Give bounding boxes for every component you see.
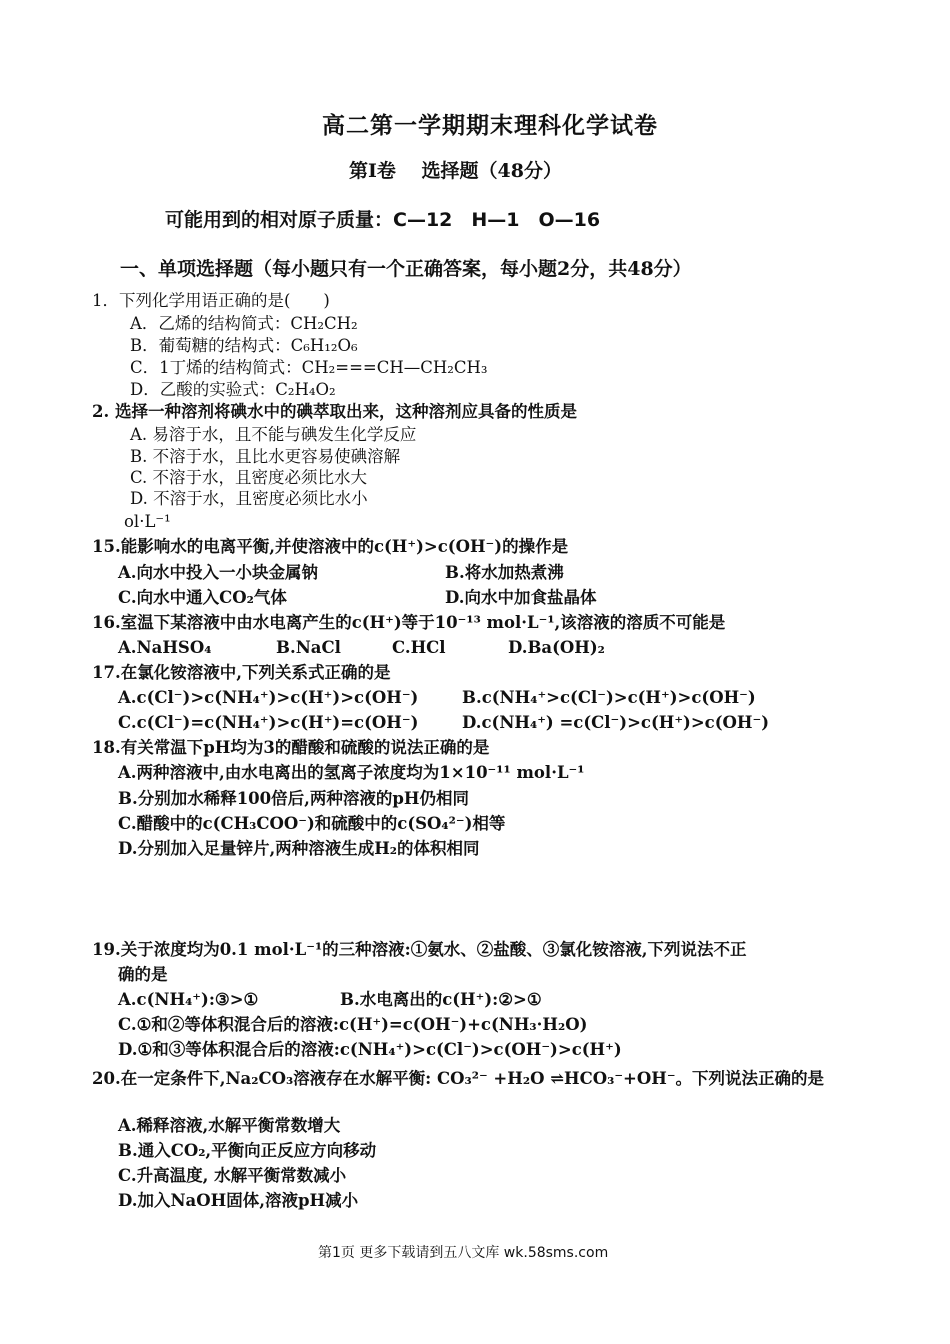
option: C．1丁烯的结构简式：CH₂===CH—CH₂CH₃	[130, 358, 488, 377]
option: B.NaCl	[276, 638, 341, 657]
option: A.c(Cl⁻)>c(NH₄⁺)>c(H⁺)>c(OH⁻)	[118, 688, 419, 707]
question-stem-continued: 确的是	[118, 965, 168, 984]
option: D. 不溶于水，且密度必须比水小	[130, 489, 368, 508]
option: A. 易溶于水，且不能与碘发生化学反应	[130, 425, 417, 444]
option: A.两种溶液中,由水电离出的氢离子浓度均为1×10⁻¹¹ mol·L⁻¹	[118, 763, 585, 782]
question-stem: 16.室温下某溶液中由水电离产生的c(H⁺)等于10⁻¹³ mol·L⁻¹,该溶液的溶质不可能是	[92, 613, 726, 632]
option: B.通入CO₂,平衡向正反应方向移动	[118, 1141, 377, 1160]
page-footer: 第1页 更多下载请到五八文库 wk.58sms.com	[318, 1245, 609, 1261]
option: D.向水中加食盐晶体	[445, 588, 597, 607]
option: A.向水中投入一小块金属钠	[118, 563, 319, 582]
option: C.HCl	[392, 638, 446, 657]
option: B. 不溶于水，且比水更容易使碘溶解	[130, 447, 401, 466]
option: B.水电离出的c(H⁺):②>①	[340, 990, 542, 1009]
option: D．乙酸的实验式：C₂H₄O₂	[130, 380, 336, 399]
atomic-masses: 可能用到的相对原子质量：C—12 H—1 O—16	[165, 209, 601, 231]
option: B.将水加热煮沸	[445, 563, 564, 582]
option: D.Ba(OH)₂	[508, 638, 605, 657]
option: D.加入NaOH固体,溶液pH减小	[118, 1191, 359, 1210]
question-stem: 1．下列化学用语正确的是( )	[92, 291, 330, 310]
option: C. 不溶于水，且密度必须比水大	[130, 468, 368, 487]
option: B.c(NH₄⁺>c(Cl⁻)>c(H⁺)>c(OH⁻)	[462, 688, 756, 707]
option: D.分别加入足量锌片,两种溶液生成H₂的体积相同	[118, 839, 480, 858]
section-heading: 一、单项选择题（每小题只有一个正确答案，每小题2分，共48分）	[120, 258, 692, 280]
option: A．乙烯的结构简式：CH₂CH₂	[130, 314, 358, 333]
option: C.①和②等体积混合后的溶液:c(H⁺)=c(OH⁻)+c(NH₃·H₂O)	[118, 1015, 588, 1034]
option: B.分别加水稀释100倍后,两种溶液的pH仍相同	[118, 789, 470, 808]
exam-title: 高二第一学期期末理科化学试卷	[322, 112, 658, 139]
option: B．葡萄糖的结构式：C₆H₁₂O₆	[130, 336, 358, 355]
option: C.醋酸中的c(CH₃COO⁻)和硫酸中的c(SO₄²⁻)相等	[118, 814, 506, 833]
question-stem: 2. 选择一种溶剂将碘水中的碘萃取出来，这种溶剂应具备的性质是	[92, 402, 577, 421]
question-stem: 17.在氯化铵溶液中,下列关系式正确的是	[92, 663, 391, 682]
question-stem: 18.有关常温下pH均为3的醋酸和硫酸的说法正确的是	[92, 738, 490, 757]
question-stem: 20.在一定条件下,Na₂CO₃溶液存在水解平衡: CO₃²⁻ +H₂O ⇌HCO₃⁻+OH⁻。下列说法正确的是	[92, 1069, 825, 1088]
text-fragment: ol·L⁻¹	[124, 512, 171, 531]
option: C.升高温度, 水解平衡常数减小	[118, 1166, 347, 1185]
option: D.c(NH₄⁺) =c(Cl⁻)>c(H⁺)>c(OH⁻)	[462, 713, 770, 732]
option: C.c(Cl⁻)=c(NH₄⁺)>c(H⁺)=c(OH⁻)	[118, 713, 419, 732]
question-stem: 19.关于浓度均为0.1 mol·L⁻¹的三种溶液:①氨水、②盐酸、③氯化铵溶液,下列说法不正	[92, 940, 747, 959]
question-stem: 15.能影响水的电离平衡,并使溶液中的c(H⁺)>c(OH⁻)的操作是	[92, 537, 569, 556]
option: D.①和③等体积混合后的溶液:c(NH₄⁺)>c(Cl⁻)>c(OH⁻)>c(H⁺)	[118, 1040, 622, 1059]
option: A.NaHSO₄	[118, 638, 212, 657]
option: A.稀释溶液,水解平衡常数增大	[118, 1116, 341, 1135]
option: C.向水中通入CO₂气体	[118, 588, 287, 607]
option: A.c(NH₄⁺):③>①	[118, 990, 259, 1009]
part-heading: 第Ⅰ卷 选择题（48分）	[349, 160, 562, 182]
